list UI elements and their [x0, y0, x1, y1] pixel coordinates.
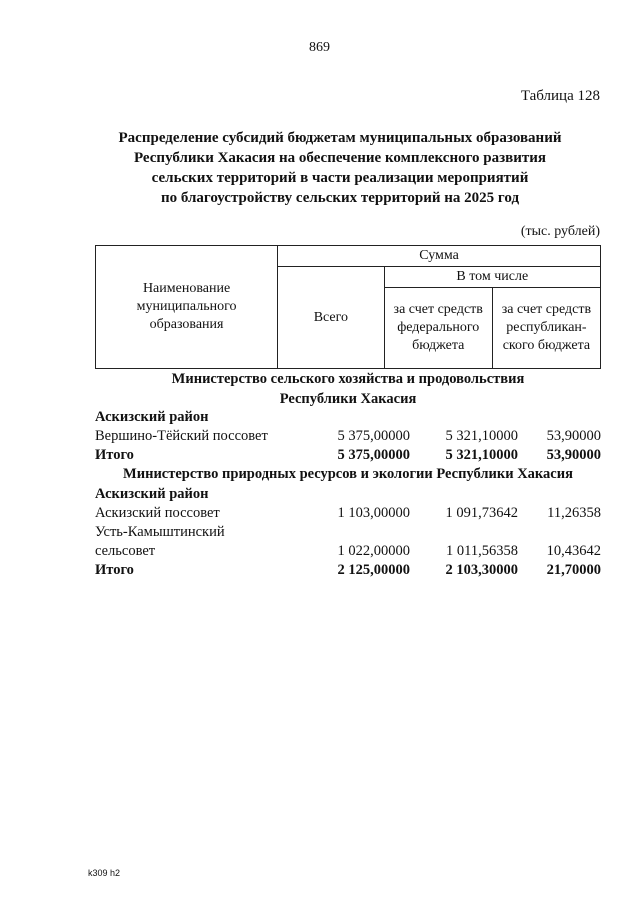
summary-federal: 2 103,30000 — [445, 562, 518, 578]
summary-republic: 53,90000 — [546, 447, 601, 463]
row-total: 5 375,00000 — [337, 428, 410, 444]
title-line: по благоустройству сельских территорий на 2025 год — [160, 190, 520, 206]
section-title-line: Республики Хакасия — [279, 391, 417, 407]
row-republic: 10,43642 — [546, 543, 601, 559]
row-name: Вершино-Тёйский поссовет — [95, 428, 268, 444]
summary-row — [95, 445, 601, 465]
row-name: сельсовет — [95, 543, 156, 559]
title-line: Распределение субсидий бюджетам муниципальных образований — [118, 130, 562, 146]
district-name: Аскизский район — [95, 486, 209, 502]
summary-row — [95, 560, 601, 580]
row-federal: 5 321,10000 — [445, 428, 518, 444]
title-line: сельских территорий в части реализации мероприятий — [151, 170, 529, 186]
summary-name: Итого — [95, 562, 134, 578]
units-label: (тыс. рублей) — [520, 224, 600, 239]
header-name: Наименование муниципального образования — [96, 246, 278, 369]
row-name-line1: Усть-Камыштинский — [95, 524, 225, 540]
summary-total: 2 125,00000 — [337, 562, 410, 578]
section-title-line: Министерство природных ресурсов и экологии Республики Хакасия — [123, 466, 573, 482]
table-header — [95, 245, 601, 369]
row-total: 1 103,00000 — [337, 505, 410, 521]
row-federal: 1 011,56358 — [446, 543, 518, 559]
table-row-name-continued — [95, 522, 601, 542]
footer-code: k309 h2 — [88, 868, 121, 878]
row-republic: 11,26358 — [547, 505, 601, 521]
header-sum: Сумма — [278, 246, 601, 267]
header-total: Всего — [278, 267, 385, 369]
district-row — [95, 407, 601, 427]
page-number: 869 — [309, 40, 330, 55]
table-label: Таблица 128 — [520, 88, 600, 104]
district-row — [95, 484, 601, 504]
table-row — [95, 426, 601, 446]
header-republic: за счет средств республикан-ского бюджета — [492, 288, 600, 369]
table-row — [95, 541, 601, 561]
summary-republic: 21,70000 — [546, 562, 601, 578]
title-line: Республики Хакасия на обеспечение комплексного развития — [133, 150, 547, 166]
summary-federal: 5 321,10000 — [445, 447, 518, 463]
summary-total: 5 375,00000 — [337, 447, 410, 463]
header-federal: за счет средств федерального бюджета — [384, 288, 492, 369]
section-title-line: Министерство сельского хозяйства и продовольствия — [171, 371, 525, 387]
document-title — [60, 128, 620, 208]
summary-name: Итого — [95, 447, 134, 463]
row-federal: 1 091,73642 — [445, 505, 518, 521]
row-total: 1 022,00000 — [337, 543, 410, 559]
row-republic: 53,90000 — [546, 428, 601, 444]
district-name: Аскизский район — [95, 409, 209, 425]
table-row — [95, 503, 601, 523]
section-title — [95, 369, 601, 409]
row-name: Аскизский поссовет — [95, 505, 220, 521]
section-title — [95, 464, 601, 484]
header-including: В том числе — [384, 267, 600, 288]
